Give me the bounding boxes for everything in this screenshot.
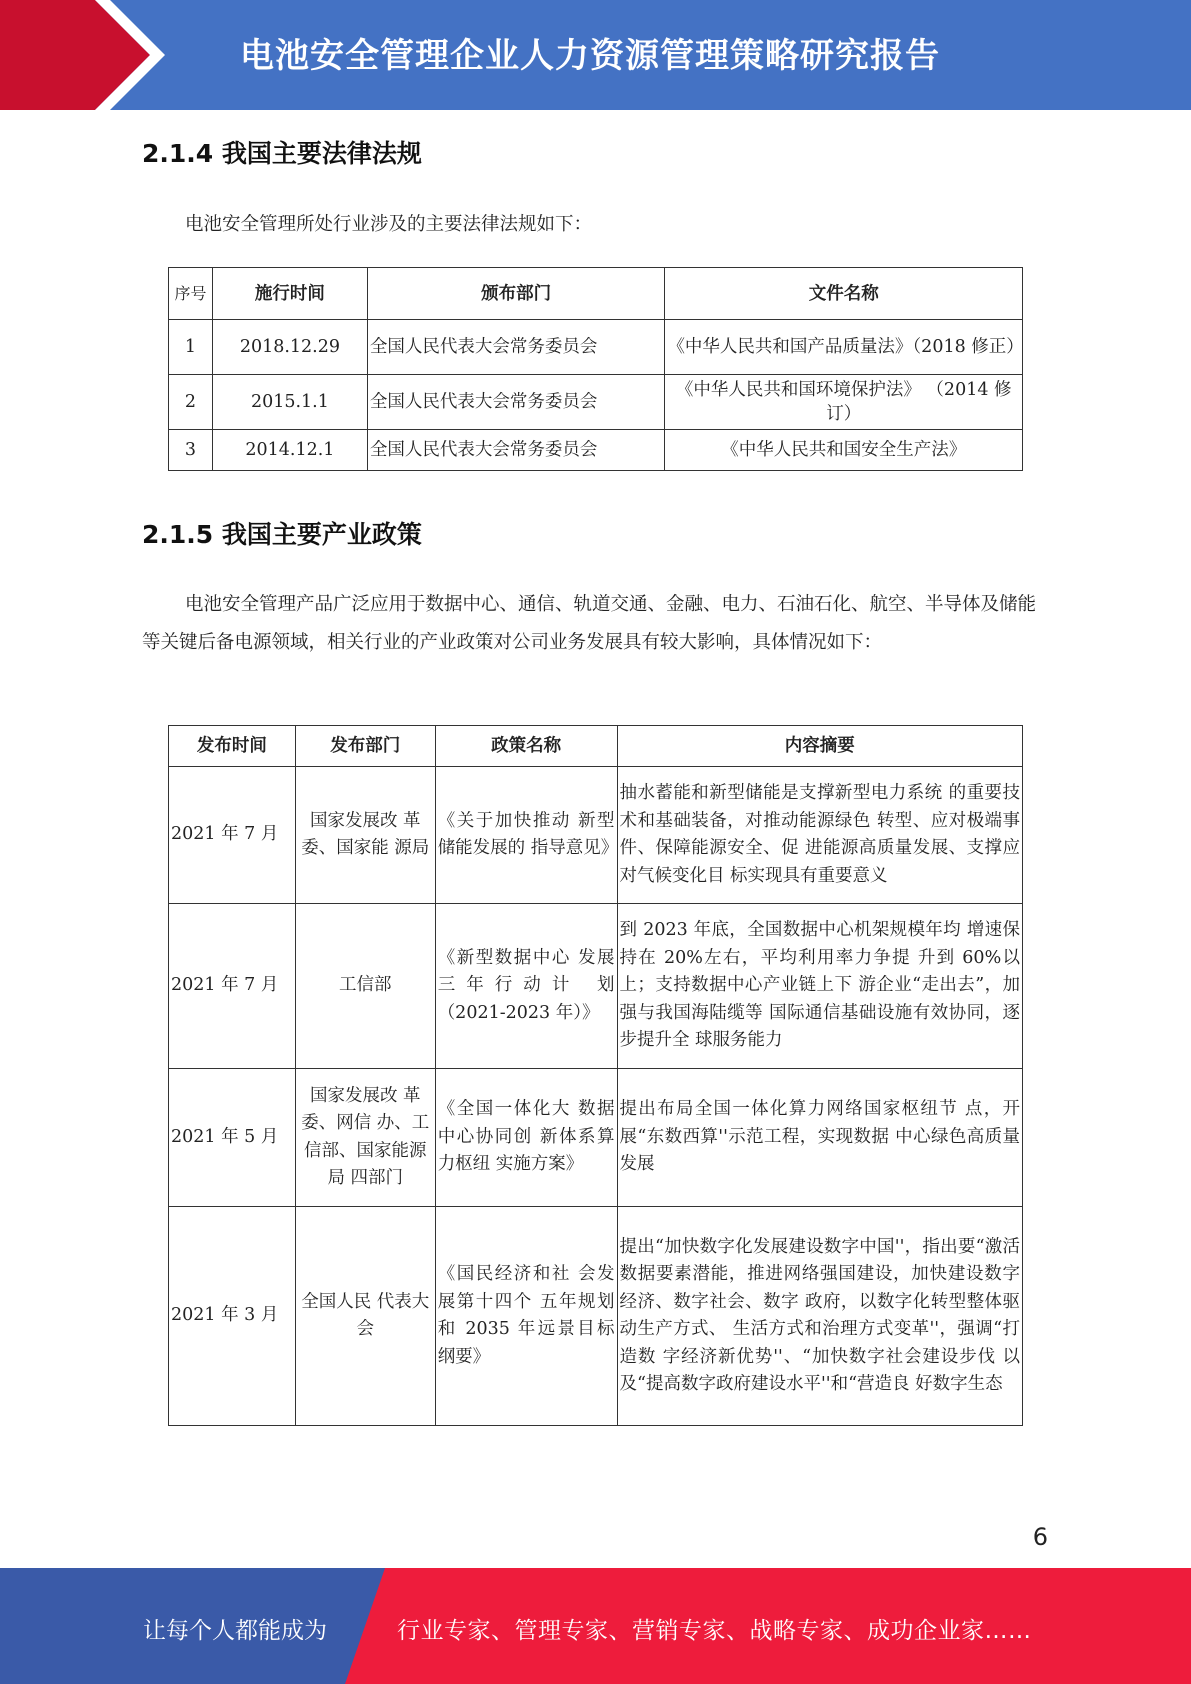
table-cell: 《全国一体化大 数据中心协同创 新体系算力枢纽 实施方案》	[435, 1069, 617, 1207]
footer-slogan-right: 行业专家、管理专家、营销专家、战略专家、成功企业家……	[397, 1618, 1032, 1644]
table-cell: 全国人民代表大会常务委员会	[367, 430, 665, 471]
table-cell: 全国人民代表大会常务委员会	[367, 375, 665, 430]
table-row	[169, 904, 1023, 1069]
page-number: 6	[1032, 1523, 1048, 1551]
header-cell: 发布部门	[295, 726, 435, 767]
footer-slogan-left: 让每个人都能成为	[143, 1618, 327, 1644]
table-header-row	[169, 726, 1023, 767]
section-heading-laws: 2.1.4 我国主要法律法规	[142, 139, 422, 168]
table-row	[169, 375, 1023, 430]
header-cell: 发布时间	[169, 726, 296, 767]
table-cell: 《国民经济和社 会发展第十四个 五年规划和 2035 年远景目标纲要》	[435, 1207, 617, 1426]
table-cell: 工信部	[295, 904, 435, 1069]
header-cell: 序号	[169, 268, 213, 320]
table-row	[169, 767, 1023, 904]
table-cell: 2021 年 7 月	[169, 767, 296, 904]
table-cell: 2021 年 7 月	[169, 904, 296, 1069]
header-cell: 文件名称	[665, 268, 1023, 320]
policies-intro: 电池安全管理产品广泛应用于数据中心、通信、轨道交通、金融、电力、石油石化、航空、半导体及储能等关键后备电源领域，相关行业的产业政策对公司业务发展具有较大影响，具体情况如下：	[142, 594, 1037, 653]
table-cell: 抽水蓄能和新型储能是支撑新型电力系统 的重要技术和基础装备，对推动能源绿色 转型、应对极端事件、保障能源安全、促 进能源高质量发展、支撑应对气候变化目 标实现具有重要意义	[617, 767, 1023, 904]
table-cell: 全国人民代表大会常务委员会	[367, 320, 665, 375]
header-cell: 施行时间	[212, 268, 367, 320]
table-cell: 2014.12.1	[212, 430, 367, 471]
table-row	[169, 430, 1023, 471]
table-cell: 2021 年 5 月	[169, 1069, 296, 1207]
table-cell: 全国人民 代表大会	[295, 1207, 435, 1426]
table-cell: 国家发展改 革委、国家能 源局	[295, 767, 435, 904]
header-cell: 内容摘要	[617, 726, 1023, 767]
table-header-row	[169, 268, 1023, 320]
table-cell: 2	[169, 375, 213, 430]
table-cell: 3	[169, 430, 213, 471]
header-cell: 政策名称	[435, 726, 617, 767]
table-cell: 2018.12.29	[212, 320, 367, 375]
report-title: 电池安全管理企业人力资源管理策略研究报告	[240, 36, 940, 76]
table-cell: 到 2023 年底，全国数据中心机架规模年均 增速保持在 20%左右，平均利用率力争提 升到 60%以上；支持数据中心产业链上下 游企业“走出去”，加强与我国海陆缆等 国际通信基础设施有效协同，逐步提升全 球服务能力	[617, 904, 1023, 1069]
table-cell: 提出布局全国一体化算力网络国家枢纽节 点，开展“东数西算''示范工程，实现数据 中心绿色高质量发展	[617, 1069, 1023, 1207]
table-row	[169, 320, 1023, 375]
section-heading-policies: 2.1.5 我国主要产业政策	[142, 520, 422, 549]
table-cell: 2021 年 3 月	[169, 1207, 296, 1426]
table-cell: 《中华人民共和国产品质量法》（2018 修正）	[665, 320, 1023, 375]
table-cell: 2015.1.1	[212, 375, 367, 430]
table-cell: 《新型数据中心 发展三年行动计 划（2021-2023 年）》	[435, 904, 617, 1069]
table-cell: 提出“加快数字化发展建设数字中国''，指出要“激活数据要素潜能，推进网络强国建设，加快建设数字经济、数字社会、数字 政府，以数字化转型整体驱动生产方式、 生活方式和治理方式变革''，强调“打造数 字经济新优势''、“加快数字社会建设步伐 以及“提高数字政府建设水平''和“营造良 好数字生态	[617, 1207, 1023, 1426]
laws-intro: 电池安全管理所处行业涉及的主要法律法规如下：	[185, 214, 593, 235]
table-row	[169, 1207, 1023, 1426]
table-cell: 国家发展改 革委、网信 办、工信部、国家能源局 四部门	[295, 1069, 435, 1207]
table-row	[169, 1069, 1023, 1207]
laws-table	[168, 267, 1023, 471]
table-cell: 《关于加快推动 新型储能发展的 指导意见》	[435, 767, 617, 904]
table-cell: 1	[169, 320, 213, 375]
policies-table	[168, 725, 1023, 1426]
header-cell: 颁布部门	[367, 268, 665, 320]
table-cell: 《中华人民共和国环境保护法》 （2014 修订）	[665, 375, 1023, 430]
table-cell: 《中华人民共和国安全生产法》	[665, 430, 1023, 471]
